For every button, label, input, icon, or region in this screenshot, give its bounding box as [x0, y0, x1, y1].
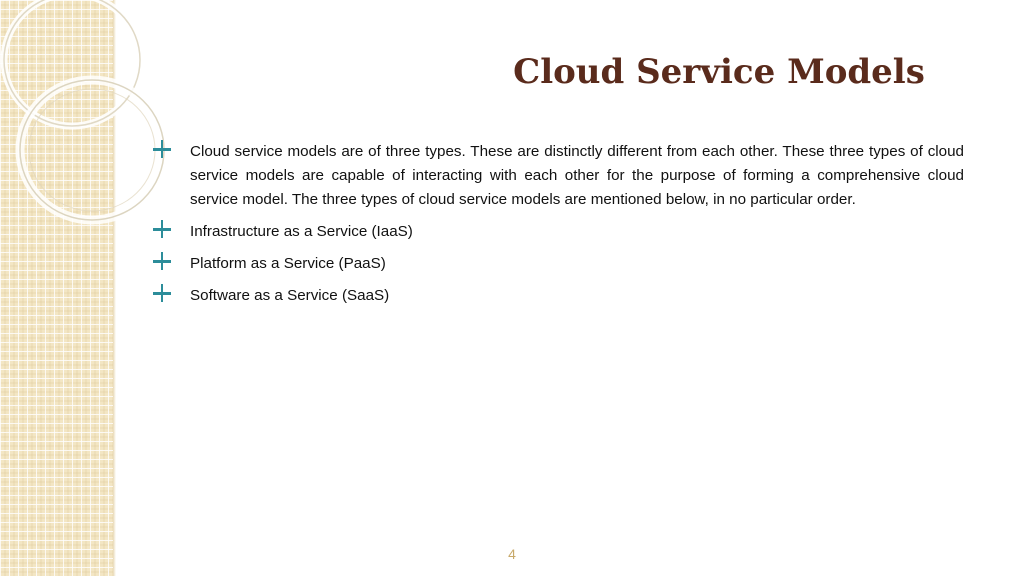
list-item — [152, 220, 964, 244]
page-number: 4 — [508, 546, 516, 562]
bullet-list — [152, 140, 964, 316]
list-item — [152, 284, 964, 308]
page-title: Cloud Service Models — [513, 52, 925, 92]
bullet-text: Platform as a Service (PaaS) — [190, 255, 386, 272]
title-container — [120, 52, 1024, 92]
plus-icon — [152, 252, 172, 272]
bullet-text: Infrastructure as a Service (IaaS) — [190, 223, 413, 240]
ring-decoration-icon — [0, 0, 170, 250]
plus-icon — [152, 284, 172, 304]
list-item — [152, 252, 964, 276]
plus-icon — [152, 220, 172, 240]
plus-icon — [152, 140, 172, 160]
bullet-text: Software as a Service (SaaS) — [190, 287, 390, 304]
bullet-text: Cloud service models are of three types. These are distinctly different from each other. These three types of cloud service models are capable of interacting with each other for the purpose of forming a comprehensive cloud service model. The three types of cloud service models are mentioned below, in no particular order. — [190, 143, 964, 208]
list-item — [152, 140, 964, 212]
